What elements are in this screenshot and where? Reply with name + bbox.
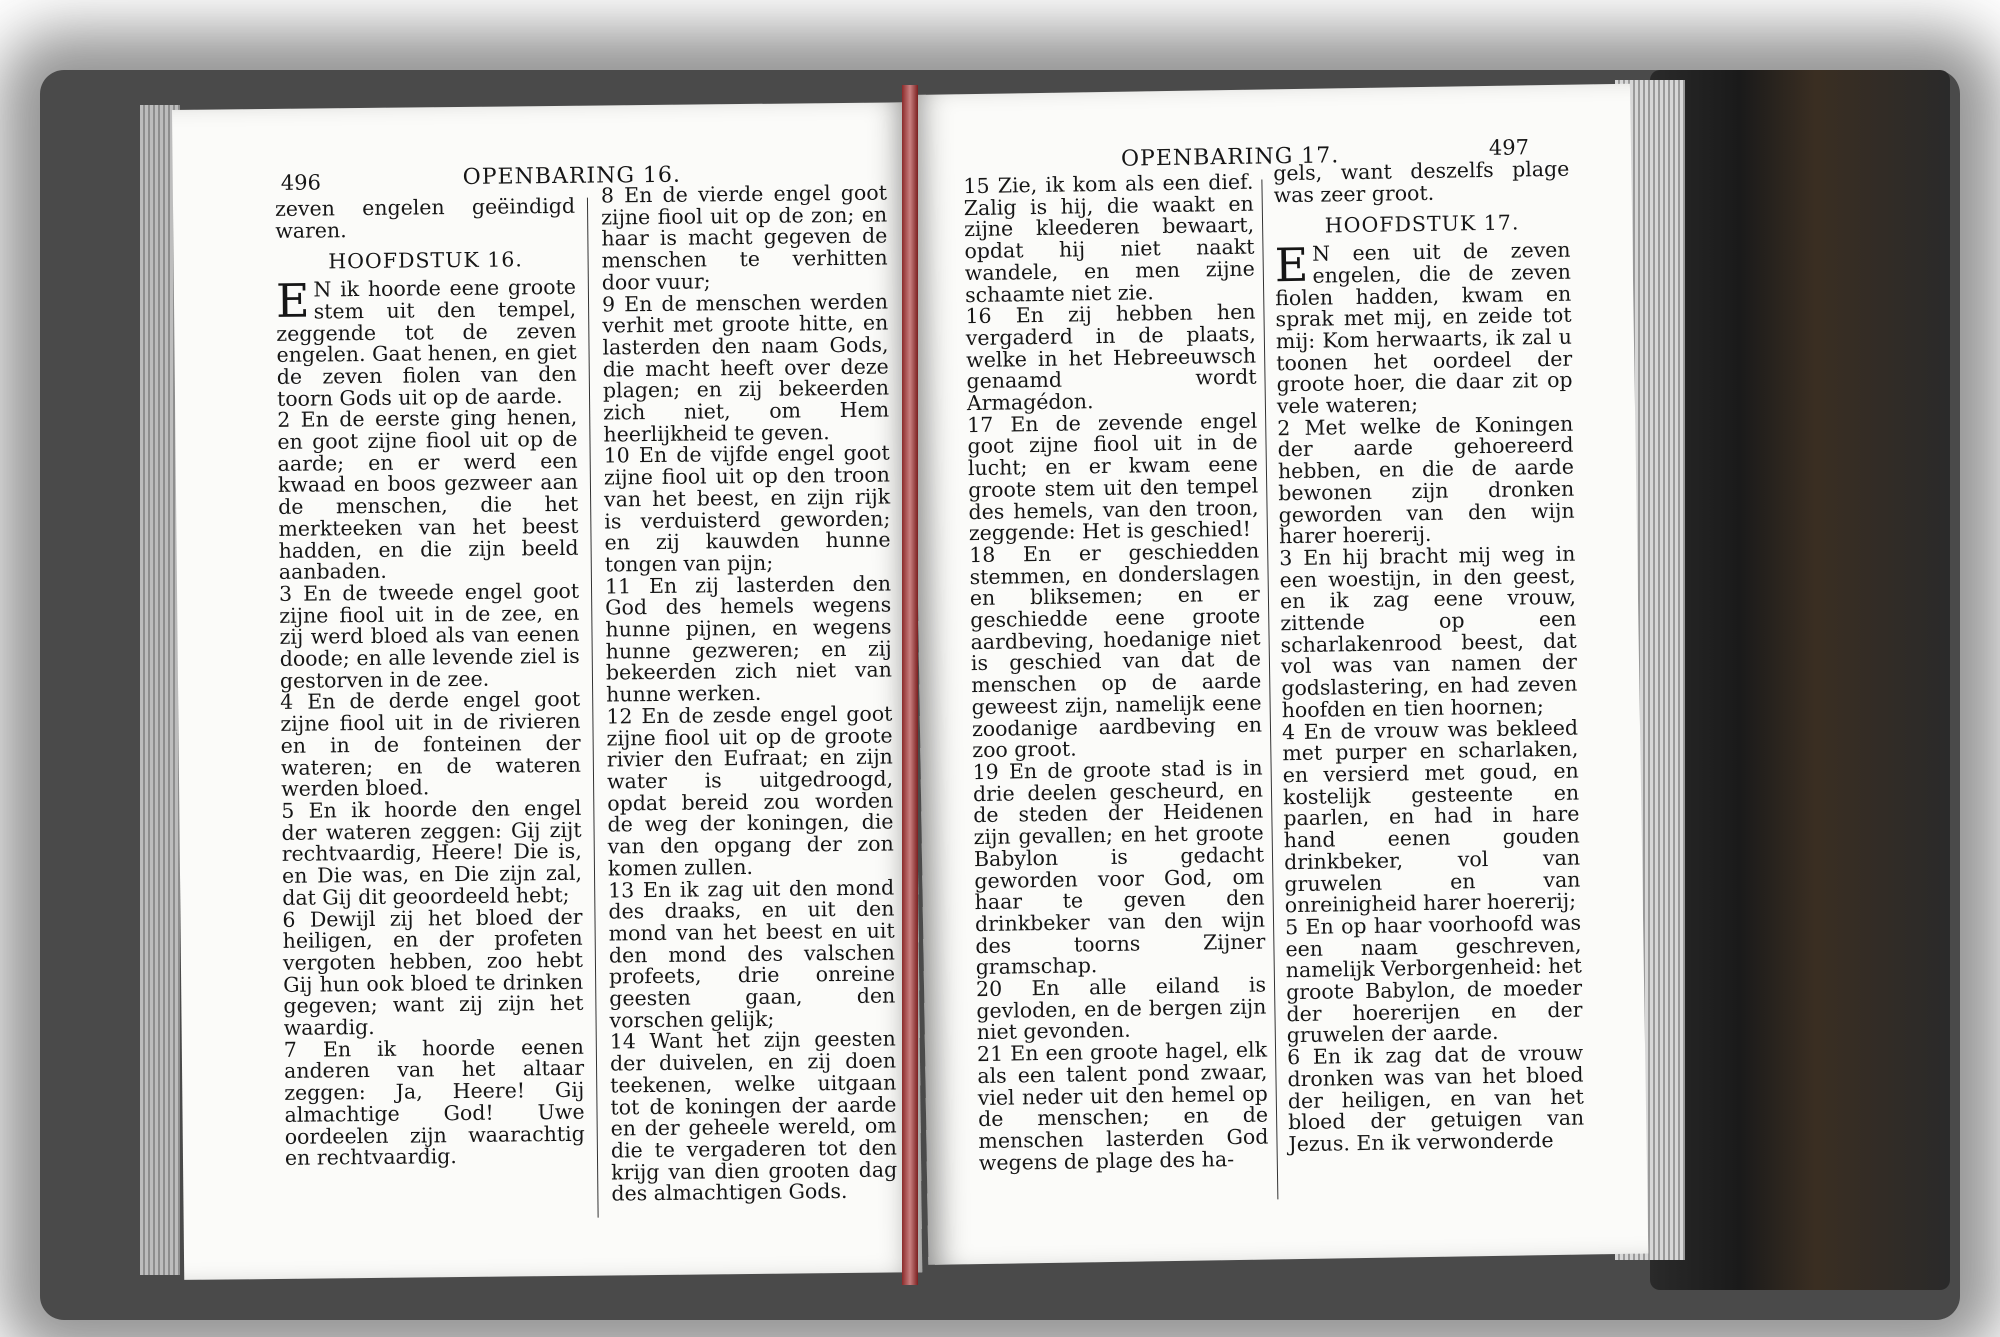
verse-paragraph: 5 En ik hoorde den engel der wateren zeggen: Gij zijt rechtvaardig, Heere! Die is, en Die was, en Die zijn zal, dat Gij dit geoordeeld hebt; bbox=[281, 795, 583, 910]
verse-paragraph: 5 En op haar voorhoofd was een naam geschreven, namelijk Verborgenheid: het groote Babylon, de moeder der hoererijen en der gruwelen der aarde. bbox=[1284, 910, 1583, 1048]
right-page bbox=[910, 84, 1648, 1265]
verse-paragraph: 18 En er geschiedden stemmen, en donderslagen en bliksemen; en er geschiedde eene groote aardbeving, hoedanige niet is geschied van dat de menschen op de aarde geweest zijn, namelijk eene zoodanige aardbeving en zoo groot. bbox=[969, 538, 1263, 763]
verse-paragraph bbox=[1274, 237, 1573, 419]
verse-paragraph: 2 En de eerste ging henen, en goot zijne fiool uit op de aarde; en er werd een kwaad en boos gezweer aan de menschen, die het merkteeken van het beest hadden, en die zijn beeld aanbaden. bbox=[277, 405, 579, 585]
verse-text: N een uit de zeven engelen, die de zeven fiolen hadden, kwam en sprak met mij, en zeide tot mij: Kom herwaarts, ik zal u toonen het oordeel der groote hoer, die daar zit op vele wateren; bbox=[1275, 237, 1573, 419]
verse-paragraph bbox=[275, 273, 577, 411]
verse-paragraph: 6 En ik zag dat de vrouw dronken was van het bloed der heiligen, en van het bloed der getuigen van Jezus. En ik verwonderde bbox=[1286, 1040, 1585, 1157]
verse-paragraph: 3 En de tweede engel goot zijne fiool uit in de zee, en zij werd bloed als van eenen doode; en alle levende ziel is gestorven in de zee. bbox=[278, 578, 580, 693]
chapter-heading: HOOFDSTUK 16. bbox=[328, 247, 523, 274]
text-column-1 bbox=[963, 169, 1269, 1175]
verse-paragraph: 4 En de derde engel goot zijne fiool uit in de rivieren en in de fonteinen der wateren; en de wateren werden bloed. bbox=[280, 687, 582, 802]
book-gutter bbox=[902, 85, 918, 1285]
verse-paragraph: 3 En hij bracht mij weg in een woestijn, in den geest, en ik zag eene vrouw, zittende op een scharlakenrood beest, dat vol was van namen der godslastering, en had zeven hoofden en tien hoornen; bbox=[1279, 541, 1578, 723]
page-number: 497 bbox=[1488, 135, 1530, 160]
verse-paragraph: 4 En de vrouw was bekleed met purper en scharlaken, en versierd met goud, en kostelijk gesteente en paarlen, en had in hare hand eenen gouden drinkbeker, vol van gruwelen en van onreinigheid harer hoererij; bbox=[1281, 715, 1581, 918]
verse-paragraph: gels, want deszelfs plage was zeer groot. bbox=[1273, 156, 1570, 208]
left-page bbox=[172, 102, 922, 1280]
verse-paragraph: 16 En zij hebben hen vergaderd in de plaats, welke in het Hebreeuwsch genaamd wordt Armagédon. bbox=[965, 299, 1257, 416]
verse-paragraph: 10 En de vijfde engel goot zijne fiool uit op den troon van het beest, en zijn rijk is verduisterd geworden; en zij kauwden hunne tongen van pijn; bbox=[603, 440, 891, 577]
verse-paragraph: 17 En de zevende engel goot zijne fiool uit in de lucht; en er kwam eene groote stem uit den tempel des hemels, van den troon, zeggende: Het is geschied! bbox=[967, 408, 1259, 546]
chapter-heading: HOOFDSTUK 17. bbox=[1324, 210, 1520, 238]
verse-paragraph: zeven engelen geëindigd waren. bbox=[274, 193, 576, 243]
text-column-2 bbox=[600, 180, 898, 1206]
book-cover-right bbox=[1650, 70, 1950, 1290]
verse-paragraph: 19 En de groote stad is in drie deelen gescheurd, en de steden der Heidenen zijn gevallen; en het groote Babylon is gedacht geworden voor God, om haar te geven den drinkbeker van den wijn des toorns Zijner gramschap. bbox=[972, 755, 1266, 980]
verse-paragraph: 9 En de menschen werden verhit met groote hitte, en lasterden den naam Gods, die macht heeft over deze plagen; en zij bekeerden zich niet, om Hem heerlijkheid te geven. bbox=[601, 289, 890, 447]
column-rule bbox=[587, 198, 599, 1218]
page-number: 496 bbox=[280, 170, 321, 195]
verse-paragraph: 7 En ik hoorde eenen anderen van het altaar zeggen: Ja, Heere! Gij almachtige God! Uwe oordeelen zijn waarachtig en rechtvaardig. bbox=[283, 1034, 585, 1171]
verse-paragraph: 12 En de zesde engel goot zijne fiool uit op de groote rivier den Eufraat; en zijn water is uitgedroogd, opdat bereid zou worden de weg der koningen, die van den opgang der zon komen zullen. bbox=[606, 701, 894, 881]
verse-paragraph: 2 Met welke de Koningen der aarde gehoereerd hebben, en die de aarde bewonen zijn dronken geworden van den wijn harer hoererij. bbox=[1277, 411, 1575, 549]
verse-paragraph: 14 Want het zijn geesten der duivelen, en zij doen teekenen, welke uitgaan tot de koningen der aarde en der geheele wereld, om die te vergaderen tot den krijg van dien grooten dag des almachtigen Gods. bbox=[609, 1026, 898, 1206]
verse-paragraph: 21 En een groote hagel, elk als een talent pond zwaar, viel neder uit den hemel op de menschen; en de menschen lasterden God wegens de plage des ha- bbox=[976, 1037, 1269, 1175]
verse-paragraph: 15 Zie, ik kom als een dief. Zalig is hij, die waakt en zijne kleederen bewaart, opdat hij niet naakt wandele, en men zijne schaamte niet zie. bbox=[963, 169, 1255, 307]
verse-paragraph: 13 En ik zag uit den mond des draaks, en uit den mond van het beest en uit den mond des valschen profeets, drie onreine geesten gaan, den vorschen gelijk; bbox=[608, 874, 896, 1033]
verse-paragraph: 20 En alle eiland is gevloden, en de bergen zijn niet gevonden. bbox=[975, 972, 1267, 1045]
verse-paragraph: 8 En de vierde engel goot zijne fiool uit op de zon; en haar is macht gegeven de menschen te verhitten door vuur; bbox=[600, 180, 888, 295]
text-column-2 bbox=[1273, 156, 1585, 1157]
drop-cap: E bbox=[1274, 237, 1309, 293]
running-title: OPENBARING 17. bbox=[1120, 143, 1340, 172]
verse-text: N ik hoorde eene groote stem uit den tempel, zeggende tot de zeven engelen. Gaat henen, en giet de zeven fiolen van den toorn Gods uit op de aarde. bbox=[276, 274, 577, 411]
running-title: OPENBARING 16. bbox=[462, 162, 682, 190]
text-column-1 bbox=[274, 193, 585, 1171]
verse-paragraph: 11 En zij lasterden den God des hemels wegens hunne pijnen, en wegens hunne gezweren; en zij bekeerden zich niet van hunne werken. bbox=[604, 571, 893, 707]
verse-paragraph: 6 Dewijl zij het bloed der heiligen, en der profeten vergoten hebben, zoo hebt Gij hun ook bloed te drinken gegeven; want zij zijn het waardig. bbox=[282, 904, 584, 1040]
drop-cap: E bbox=[275, 273, 310, 329]
